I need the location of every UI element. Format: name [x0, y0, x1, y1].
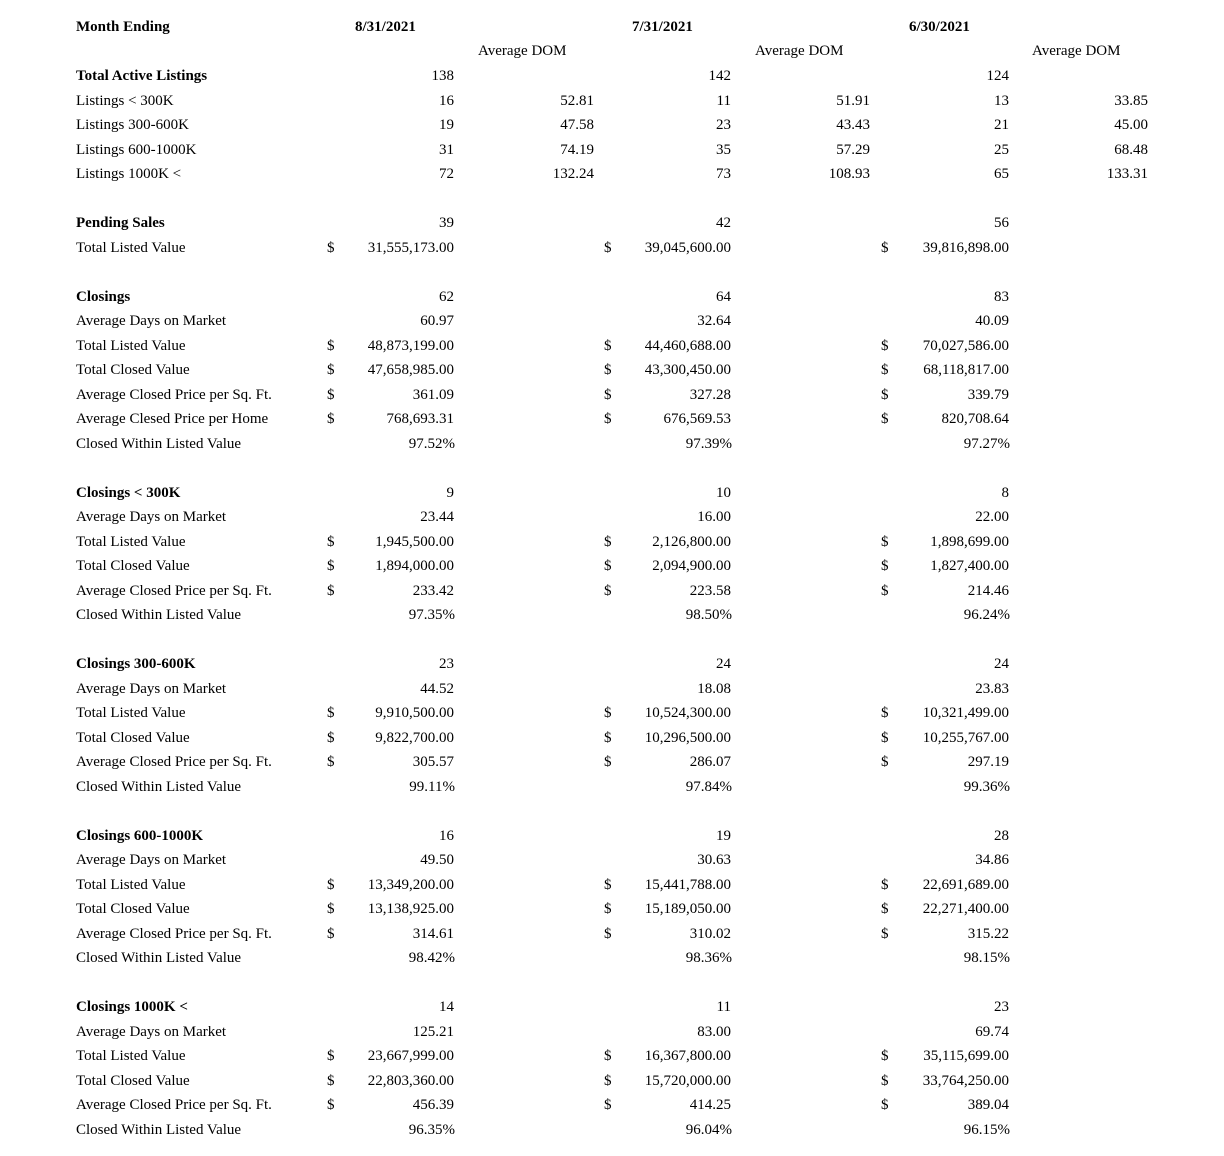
value-cell: 22,271,400.00: [922, 901, 1009, 917]
currency-symbol: $: [327, 558, 335, 574]
currency-symbol: $: [327, 754, 335, 770]
value-cell: 23: [716, 117, 731, 133]
currency-symbol: $: [881, 901, 889, 917]
value-cell: 96.35%: [408, 1122, 455, 1138]
avg-dom-cell: 74.19: [560, 142, 594, 158]
row-label: Listings < 300K: [76, 93, 174, 109]
section-title: Total Active Listings: [76, 68, 208, 84]
value-cell: 32.64: [697, 313, 731, 329]
value-cell: 1,894,000.00: [375, 558, 454, 574]
value-cell: 389.04: [967, 1097, 1009, 1113]
value-cell: 73: [716, 166, 731, 182]
currency-symbol: $: [327, 1097, 335, 1113]
value-cell: 97.39%: [685, 436, 732, 452]
value-cell: 56: [994, 215, 1009, 231]
value-cell: 16: [439, 828, 454, 844]
table-row: [0, 1069, 1224, 1093]
avg-dom-cell: 45.00: [1114, 117, 1148, 133]
table-row: [0, 236, 1224, 260]
value-cell: 315.22: [967, 926, 1009, 942]
value-cell: 83: [994, 289, 1009, 305]
row-label: Total Closed Value: [76, 1073, 190, 1089]
value-cell: 13,138,925.00: [367, 901, 454, 917]
row-label: Listings 1000K <: [76, 166, 182, 182]
value-cell: 35: [716, 142, 731, 158]
value-cell: 44,460,688.00: [644, 338, 731, 354]
value-cell: 31,555,173.00: [367, 240, 454, 256]
currency-symbol: $: [881, 534, 889, 550]
currency-symbol: $: [881, 877, 889, 893]
value-cell: 18.08: [697, 681, 731, 697]
value-cell: 305.57: [412, 754, 454, 770]
value-cell: 1,898,699.00: [930, 534, 1009, 550]
table-row: [0, 481, 1224, 505]
table-row: [0, 1118, 1224, 1142]
value-cell: 19: [439, 117, 454, 133]
row-label: Total Closed Value: [76, 730, 190, 746]
value-cell: 96.04%: [685, 1122, 732, 1138]
avg-dom-cell: 43.43: [836, 117, 870, 133]
currency-symbol: $: [881, 411, 889, 427]
value-cell: 339.79: [967, 387, 1009, 403]
value-cell: 142: [708, 68, 731, 84]
value-cell: 456.39: [412, 1097, 454, 1113]
value-cell: 125.21: [412, 1024, 454, 1040]
avg-dom-cell: 108.93: [828, 166, 870, 182]
value-cell: 10,321,499.00: [922, 705, 1009, 721]
value-cell: 40.09: [975, 313, 1009, 329]
value-cell: 23: [439, 656, 454, 672]
value-cell: 23: [994, 999, 1009, 1015]
value-cell: 28: [994, 828, 1009, 844]
currency-symbol: $: [327, 387, 335, 403]
section-title: Pending Sales: [76, 215, 165, 231]
table-row: [0, 603, 1224, 627]
currency-symbol: $: [604, 240, 612, 256]
table-row: [0, 285, 1224, 309]
table-row: [0, 1044, 1224, 1068]
value-cell: 97.27%: [963, 436, 1010, 452]
value-cell: 314.61: [412, 926, 454, 942]
value-cell: 1,945,500.00: [375, 534, 454, 550]
value-cell: 233.42: [412, 583, 454, 599]
value-cell: 42: [716, 215, 731, 231]
currency-symbol: $: [327, 338, 335, 354]
currency-symbol: $: [881, 558, 889, 574]
value-cell: 31: [439, 142, 454, 158]
value-cell: 19: [716, 828, 731, 844]
currency-symbol: $: [881, 1073, 889, 1089]
table-row: [0, 652, 1224, 676]
value-cell: 99.11%: [409, 779, 455, 795]
value-cell: 39: [439, 215, 454, 231]
currency-symbol: $: [881, 705, 889, 721]
value-cell: 14: [439, 999, 454, 1015]
currency-symbol: $: [327, 362, 335, 378]
avg-dom-header-1: Average DOM: [478, 43, 567, 59]
value-cell: 327.28: [689, 387, 731, 403]
value-cell: 97.84%: [685, 779, 732, 795]
value-cell: 768,693.31: [386, 411, 454, 427]
value-cell: 65: [994, 166, 1009, 182]
value-cell: 414.25: [689, 1097, 731, 1113]
value-cell: 22,803,360.00: [367, 1073, 454, 1089]
value-cell: 60.97: [420, 313, 454, 329]
table-row: [0, 701, 1224, 725]
value-cell: 22.00: [975, 509, 1009, 525]
row-label: Average Closed Price per Sq. Ft.: [76, 754, 272, 770]
value-cell: 11: [716, 999, 731, 1015]
value-cell: 23.44: [420, 509, 454, 525]
row-label: Total Listed Value: [76, 338, 186, 354]
value-cell: 8: [1001, 485, 1009, 501]
currency-symbol: $: [881, 754, 889, 770]
section-title: Closings 300-600K: [76, 656, 196, 672]
header-row: [0, 15, 1224, 39]
currency-symbol: $: [327, 534, 335, 550]
currency-symbol: $: [604, 1048, 612, 1064]
value-cell: 2,094,900.00: [652, 558, 731, 574]
value-cell: 214.46: [967, 583, 1009, 599]
currency-symbol: $: [327, 705, 335, 721]
table-row: [0, 505, 1224, 529]
value-cell: 23.83: [975, 681, 1009, 697]
currency-symbol: $: [604, 387, 612, 403]
row-label: Closed Within Listed Value: [76, 1122, 242, 1138]
value-cell: 13: [994, 93, 1009, 109]
avg-dom-cell: 33.85: [1114, 93, 1148, 109]
value-cell: 49.50: [420, 852, 454, 868]
currency-symbol: $: [604, 411, 612, 427]
section-title: Closings 1000K <: [76, 999, 188, 1015]
row-label: Listings 600-1000K: [76, 142, 197, 158]
row-label: Average Days on Market: [76, 313, 227, 329]
value-cell: 47,658,985.00: [367, 362, 454, 378]
currency-symbol: $: [604, 730, 612, 746]
value-cell: 13,349,200.00: [367, 877, 454, 893]
value-cell: 676,569.53: [663, 411, 731, 427]
value-cell: 98.15%: [963, 950, 1010, 966]
value-cell: 820,708.64: [941, 411, 1009, 427]
table-row: [0, 383, 1224, 407]
table-row: [0, 1020, 1224, 1044]
table-row: [0, 922, 1224, 946]
currency-symbol: $: [604, 362, 612, 378]
table-row: [0, 211, 1224, 235]
value-cell: 97.35%: [408, 607, 455, 623]
value-cell: 35,115,699.00: [923, 1048, 1009, 1064]
avg-dom-header-3: Average DOM: [1032, 43, 1121, 59]
currency-symbol: $: [327, 901, 335, 917]
table-row: [0, 113, 1224, 137]
currency-symbol: $: [327, 411, 335, 427]
value-cell: 24: [716, 656, 731, 672]
avg-dom-cell: 132.24: [552, 166, 594, 182]
value-cell: 9,822,700.00: [375, 730, 454, 746]
row-label: Average Days on Market: [76, 852, 227, 868]
table-row: [0, 334, 1224, 358]
value-cell: 21: [994, 117, 1009, 133]
avg-dom-header-2: Average DOM: [755, 43, 844, 59]
avg-dom-cell: 133.31: [1106, 166, 1148, 182]
currency-symbol: $: [604, 901, 612, 917]
section-title: Closings: [76, 289, 131, 305]
row-label: Total Listed Value: [76, 240, 186, 256]
currency-symbol: $: [604, 926, 612, 942]
currency-symbol: $: [881, 338, 889, 354]
month-ending-label: Month Ending: [76, 19, 170, 35]
value-cell: 2,126,800.00: [652, 534, 731, 550]
avg-dom-cell: 47.58: [560, 117, 594, 133]
value-cell: 68,118,817.00: [923, 362, 1009, 378]
value-cell: 361.09: [412, 387, 454, 403]
table-row: [0, 726, 1224, 750]
value-cell: 25: [994, 142, 1009, 158]
value-cell: 9: [446, 485, 454, 501]
value-cell: 69.74: [975, 1024, 1009, 1040]
value-cell: 22,691,689.00: [922, 877, 1009, 893]
currency-symbol: $: [604, 583, 612, 599]
row-label: Average Clesed Price per Home: [76, 411, 269, 427]
currency-symbol: $: [604, 534, 612, 550]
avg-dom-cell: 68.48: [1114, 142, 1148, 158]
row-label: Listings 300-600K: [76, 117, 189, 133]
row-label: Average Days on Market: [76, 681, 227, 697]
avg-dom-header-row: [0, 39, 1224, 63]
value-cell: 44.52: [420, 681, 454, 697]
value-cell: 98.50%: [685, 607, 732, 623]
table-row: [0, 432, 1224, 456]
value-cell: 43,300,450.00: [644, 362, 731, 378]
value-cell: 99.36%: [963, 779, 1010, 795]
row-label: Total Listed Value: [76, 705, 186, 721]
table-row: [0, 64, 1224, 88]
currency-symbol: $: [881, 1048, 889, 1064]
table-row: [0, 677, 1224, 701]
row-label: Total Closed Value: [76, 362, 190, 378]
value-cell: 286.07: [689, 754, 731, 770]
table-row: [0, 750, 1224, 774]
currency-symbol: $: [327, 583, 335, 599]
table-row: [0, 407, 1224, 431]
value-cell: 98.42%: [408, 950, 455, 966]
table-row: [0, 358, 1224, 382]
section-title: Closings 600-1000K: [76, 828, 204, 844]
row-label: Average Days on Market: [76, 1024, 227, 1040]
row-label: Total Closed Value: [76, 558, 190, 574]
table-row: [0, 995, 1224, 1019]
value-cell: 11: [716, 93, 731, 109]
month-header-3: 6/30/2021: [909, 19, 970, 35]
table-row: [0, 946, 1224, 970]
table-row: [0, 530, 1224, 554]
row-label: Average Closed Price per Sq. Ft.: [76, 1097, 272, 1113]
currency-symbol: $: [327, 1048, 335, 1064]
table-row: [0, 848, 1224, 872]
avg-dom-cell: 52.81: [560, 93, 594, 109]
value-cell: 62: [439, 289, 454, 305]
table-row: [0, 824, 1224, 848]
value-cell: 39,045,600.00: [644, 240, 731, 256]
value-cell: 1,827,400.00: [930, 558, 1009, 574]
avg-dom-cell: 57.29: [836, 142, 870, 158]
value-cell: 30.63: [697, 852, 731, 868]
currency-symbol: $: [881, 583, 889, 599]
table-row: [0, 873, 1224, 897]
value-cell: 33,764,250.00: [922, 1073, 1009, 1089]
value-cell: 10,255,767.00: [922, 730, 1009, 746]
value-cell: 48,873,199.00: [367, 338, 454, 354]
value-cell: 24: [994, 656, 1009, 672]
row-label: Total Listed Value: [76, 1048, 186, 1064]
value-cell: 98.36%: [685, 950, 732, 966]
currency-symbol: $: [327, 240, 335, 256]
row-label: Closed Within Listed Value: [76, 950, 242, 966]
currency-symbol: $: [881, 730, 889, 746]
table-row: [0, 579, 1224, 603]
currency-symbol: $: [881, 1097, 889, 1113]
row-label: Average Closed Price per Sq. Ft.: [76, 387, 272, 403]
row-label: Average Closed Price per Sq. Ft.: [76, 583, 272, 599]
value-cell: 16.00: [697, 509, 731, 525]
currency-symbol: $: [604, 705, 612, 721]
currency-symbol: $: [881, 926, 889, 942]
value-cell: 138: [431, 68, 454, 84]
row-label: Total Listed Value: [76, 877, 186, 893]
month-header-1: 8/31/2021: [355, 19, 416, 35]
row-label: Closed Within Listed Value: [76, 607, 242, 623]
value-cell: 97.52%: [408, 436, 455, 452]
currency-symbol: $: [327, 877, 335, 893]
value-cell: 10: [716, 485, 731, 501]
value-cell: 34.86: [975, 852, 1009, 868]
value-cell: 15,189,050.00: [644, 901, 731, 917]
value-cell: 9,910,500.00: [375, 705, 454, 721]
row-label: Closed Within Listed Value: [76, 436, 242, 452]
value-cell: 16,367,800.00: [644, 1048, 731, 1064]
value-cell: 70,027,586.00: [922, 338, 1009, 354]
currency-symbol: $: [327, 1073, 335, 1089]
currency-symbol: $: [327, 730, 335, 746]
table-row: [0, 554, 1224, 578]
value-cell: 10,296,500.00: [644, 730, 731, 746]
value-cell: 16: [439, 93, 454, 109]
month-header-2: 7/31/2021: [632, 19, 693, 35]
table-row: [0, 309, 1224, 333]
currency-symbol: $: [881, 387, 889, 403]
currency-symbol: $: [604, 877, 612, 893]
row-label: Total Closed Value: [76, 901, 190, 917]
table-row: [0, 1093, 1224, 1117]
table-row: [0, 162, 1224, 186]
value-cell: 297.19: [967, 754, 1009, 770]
table-row: [0, 775, 1224, 799]
currency-symbol: $: [604, 558, 612, 574]
value-cell: 15,441,788.00: [644, 877, 731, 893]
value-cell: 310.02: [689, 926, 731, 942]
currency-symbol: $: [604, 1097, 612, 1113]
currency-symbol: $: [327, 926, 335, 942]
row-label: Average Days on Market: [76, 509, 227, 525]
table-row: [0, 89, 1224, 113]
value-cell: 10,524,300.00: [644, 705, 731, 721]
currency-symbol: $: [604, 338, 612, 354]
value-cell: 64: [716, 289, 731, 305]
value-cell: 124: [986, 68, 1009, 84]
value-cell: 223.58: [689, 583, 731, 599]
avg-dom-cell: 51.91: [836, 93, 870, 109]
value-cell: 72: [439, 166, 454, 182]
row-label: Total Listed Value: [76, 534, 186, 550]
currency-symbol: $: [604, 1073, 612, 1089]
row-label: Closed Within Listed Value: [76, 779, 242, 795]
table-row: [0, 138, 1224, 162]
currency-symbol: $: [604, 754, 612, 770]
value-cell: 83.00: [697, 1024, 731, 1040]
value-cell: 39,816,898.00: [922, 240, 1009, 256]
currency-symbol: $: [881, 240, 889, 256]
value-cell: 15,720,000.00: [644, 1073, 731, 1089]
value-cell: 96.15%: [963, 1122, 1010, 1138]
table-row: [0, 897, 1224, 921]
currency-symbol: $: [881, 362, 889, 378]
row-label: Average Closed Price per Sq. Ft.: [76, 926, 272, 942]
value-cell: 96.24%: [963, 607, 1010, 623]
value-cell: 23,667,999.00: [367, 1048, 454, 1064]
section-title: Closings < 300K: [76, 485, 181, 501]
